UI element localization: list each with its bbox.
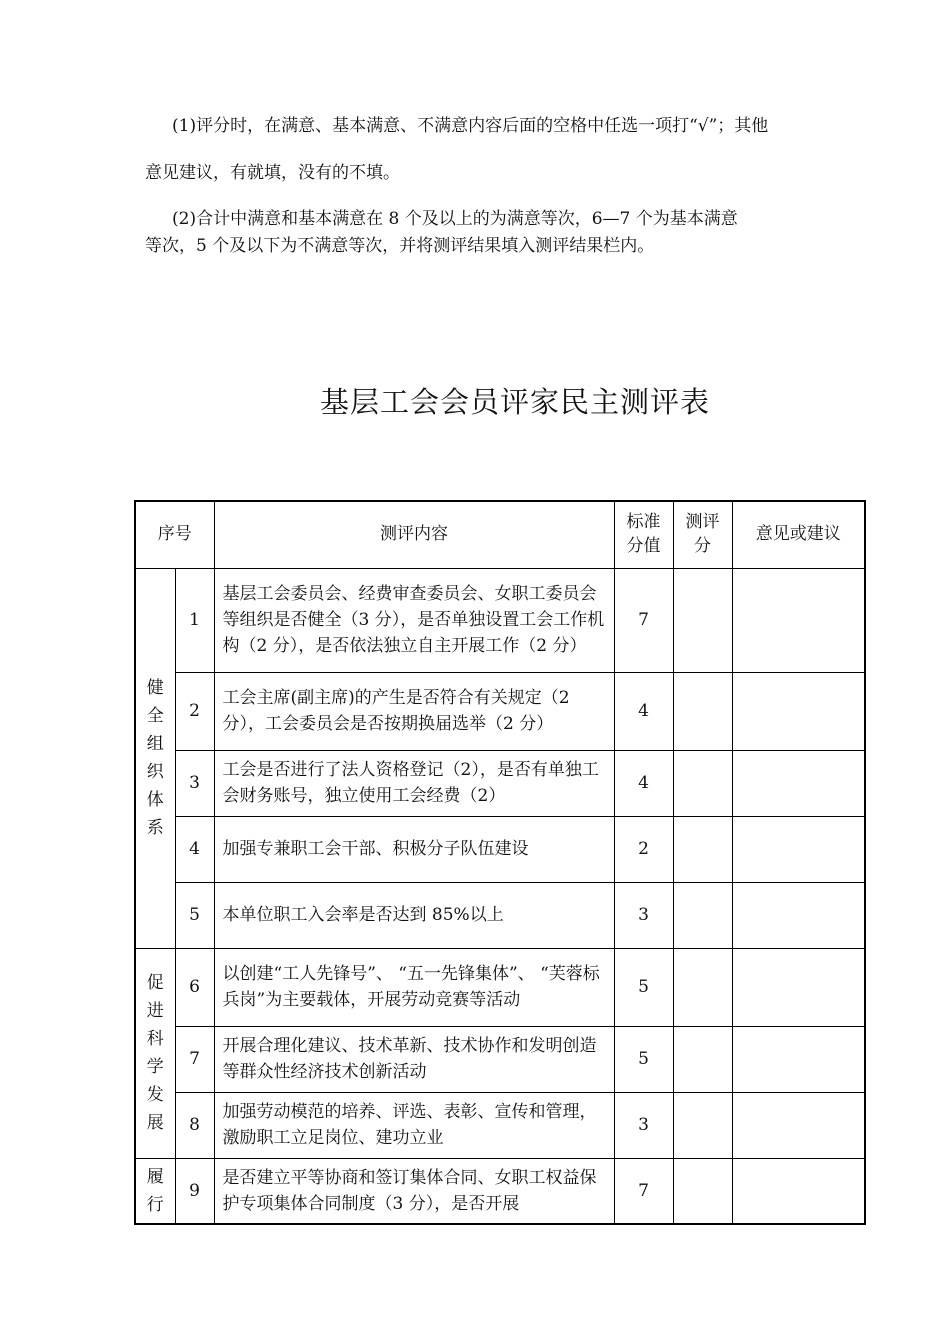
row-content: 本单位职工入会率是否达到 85%以上 [214,882,614,948]
category-label: 履行 [146,1166,164,1215]
row-number: 1 [175,568,214,672]
category-cell-3 [135,1158,175,1224]
opinion-input-cell[interactable] [732,816,865,882]
opinion-input-cell[interactable] [732,1092,865,1158]
opinion-input-cell[interactable] [732,1026,865,1092]
table-row [135,1026,865,1092]
row-number: 7 [175,1026,214,1092]
row-standard-score: 7 [614,568,673,672]
row-number: 4 [175,816,214,882]
header-seq: 序号 [135,501,214,568]
opinion-input-cell[interactable] [732,672,865,750]
row-standard-score: 4 [614,672,673,750]
header-score [673,501,732,568]
page-title: 基层工会会员评家民主测评表 [319,385,710,419]
row-number: 2 [175,672,214,750]
row-number: 6 [175,948,214,1026]
category-cell-2 [135,948,175,1158]
table-row [135,672,865,750]
table-row [135,1092,865,1158]
header-content: 测评内容 [214,501,614,568]
opinion-input-cell[interactable] [732,1158,865,1224]
header-standard [614,501,673,568]
header-standard-text: 标准分值 [626,511,661,556]
header-opinion: 意见或建议 [732,501,865,568]
row-content: 加强劳动模范的培养、评选、表彰、宣传和管理，激励职工立足岗位、建功立业 [214,1092,614,1158]
row-content: 工会主席(副主席)的产生是否符合有关规定（2 分），工会委员会是否按期换届选举（2 分） [214,672,614,750]
table-row [135,816,865,882]
table-row [135,750,865,816]
row-content: 以创建“工人先锋号”、 “五一先锋集体”、 “芙蓉标兵岗”为主要载体，开展劳动竞赛等活动 [214,948,614,1026]
category-cell-1 [135,568,175,948]
row-standard-score: 5 [614,1026,673,1092]
score-input-cell[interactable] [673,1158,732,1224]
table-row [135,948,865,1026]
row-number: 8 [175,1092,214,1158]
table-header-row [135,501,865,568]
note-1-line-2: 意见建议，有就填，没有的不填。 [145,163,400,183]
category-label: 促进科学发展 [146,972,164,1133]
row-standard-score: 5 [614,948,673,1026]
score-input-cell[interactable] [673,568,732,672]
row-content: 基层工会委员会、经费审查委员会、女职工委员会等组织是否健全（3 分），是否单独设置工会工作机构（2 分），是否依法独立自主开展工作（2 分） [214,568,614,672]
table-row [135,568,865,672]
row-content: 加强专兼职工会干部、积极分子队伍建设 [214,816,614,882]
opinion-input-cell[interactable] [732,948,865,1026]
row-content: 开展合理化建议、技术革新、技术协作和发明创造等群众性经济技术创新活动 [214,1026,614,1092]
score-input-cell[interactable] [673,948,732,1026]
opinion-input-cell[interactable] [732,750,865,816]
row-number: 9 [175,1158,214,1224]
category-label: 健全组织体系 [146,678,164,838]
score-input-cell[interactable] [673,882,732,948]
note-2-line-1: (2)合计中满意和基本满意在 8 个及以上的为满意等次，6—7 个为基本满意 [172,209,738,229]
opinion-input-cell[interactable] [732,568,865,672]
row-standard-score: 3 [614,882,673,948]
note-1-line-1: (1)评分时，在满意、基本满意、不满意内容后面的空格中任选一项打“√”；其他 [172,116,769,136]
row-number: 3 [175,750,214,816]
table-row [135,1158,865,1224]
note-2-line-2: 等次，5 个及以下为不满意等次，并将测评结果填入测评结果栏内。 [145,236,655,256]
row-number: 5 [175,882,214,948]
score-input-cell[interactable] [673,1026,732,1092]
score-input-cell[interactable] [673,672,732,750]
row-standard-score: 7 [614,1158,673,1224]
row-standard-score: 4 [614,750,673,816]
table-row [135,882,865,948]
row-content: 工会是否进行了法人资格登记（2），是否有单独工会财务账号，独立使用工会经费（2） [214,750,614,816]
row-standard-score: 2 [614,816,673,882]
score-input-cell[interactable] [673,1092,732,1158]
row-content: 是否建立平等协商和签订集体合同、女职工权益保护专项集体合同制度（3 分），是否开展 [214,1158,614,1224]
row-standard-score: 3 [614,1092,673,1158]
header-score-text: 测评分 [685,511,720,556]
evaluation-table [134,500,866,1225]
score-input-cell[interactable] [673,816,732,882]
score-input-cell[interactable] [673,750,732,816]
opinion-input-cell[interactable] [732,882,865,948]
